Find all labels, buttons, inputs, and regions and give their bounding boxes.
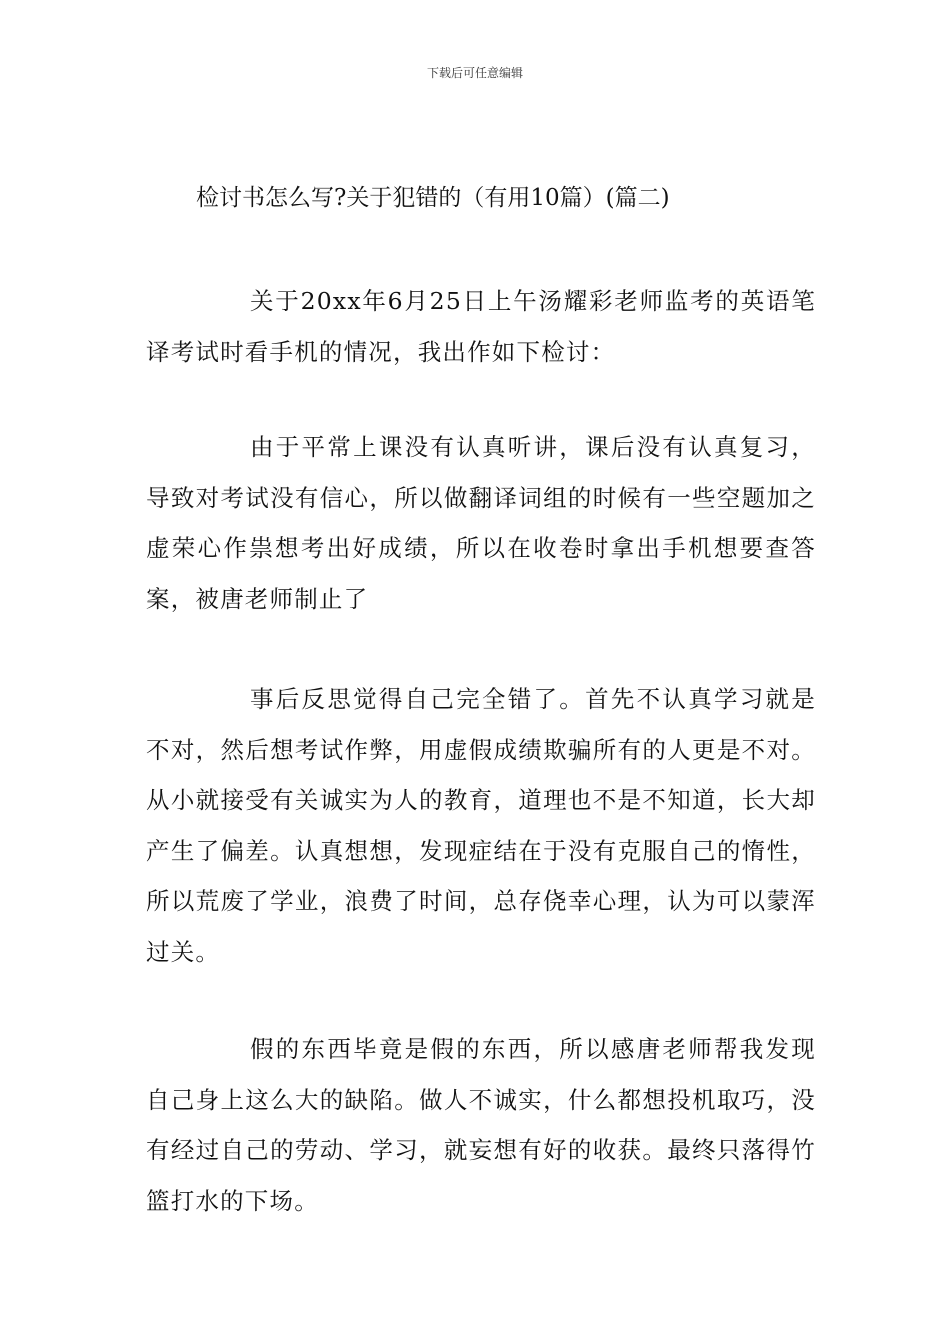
page-header: 下载后可任意编辑 <box>426 66 523 80</box>
paragraph-3: 事后反思觉得自己完全错了。首先不认真学习就是不对，然后想考试作弊，用虚假成绩欺骗所有的人更是不对。从小就接受有关诚实为人的教育，道理也不是不知道，长大却产生了偏差。认真想想，发现症结在于没有克服自己的惰性，所以荒废了学业，浪费了时间，总存侥幸心理，认为可以蒙浑过关。 <box>146 685 816 966</box>
paragraph-2: 由于平常上课没有认真听讲，课后没有认真复习，导致对考试没有信心，所以做翻译词组的时候有一些空题加之虚荣心作祟想考出好成绩，所以在收卷时拿出手机想要查答案，被唐老师制止了 <box>146 433 816 613</box>
document-title: 检讨书怎么写?关于犯错的（有用10篇）(篇二) <box>196 185 670 211</box>
paragraph-1: 关于20xx年6月25日上午汤耀彩老师监考的英语笔译考试时看手机的情况，我出作如下检讨： <box>146 287 816 366</box>
paragraph-4: 假的东西毕竟是假的东西，所以感唐老师帮我发现自己身上这么大的缺陷。做人不诚实，什么都想投机取巧，没有经过自己的劳动、学习，就妄想有好的收获。最终只落得竹篮打水的下场。 <box>146 1035 816 1215</box>
